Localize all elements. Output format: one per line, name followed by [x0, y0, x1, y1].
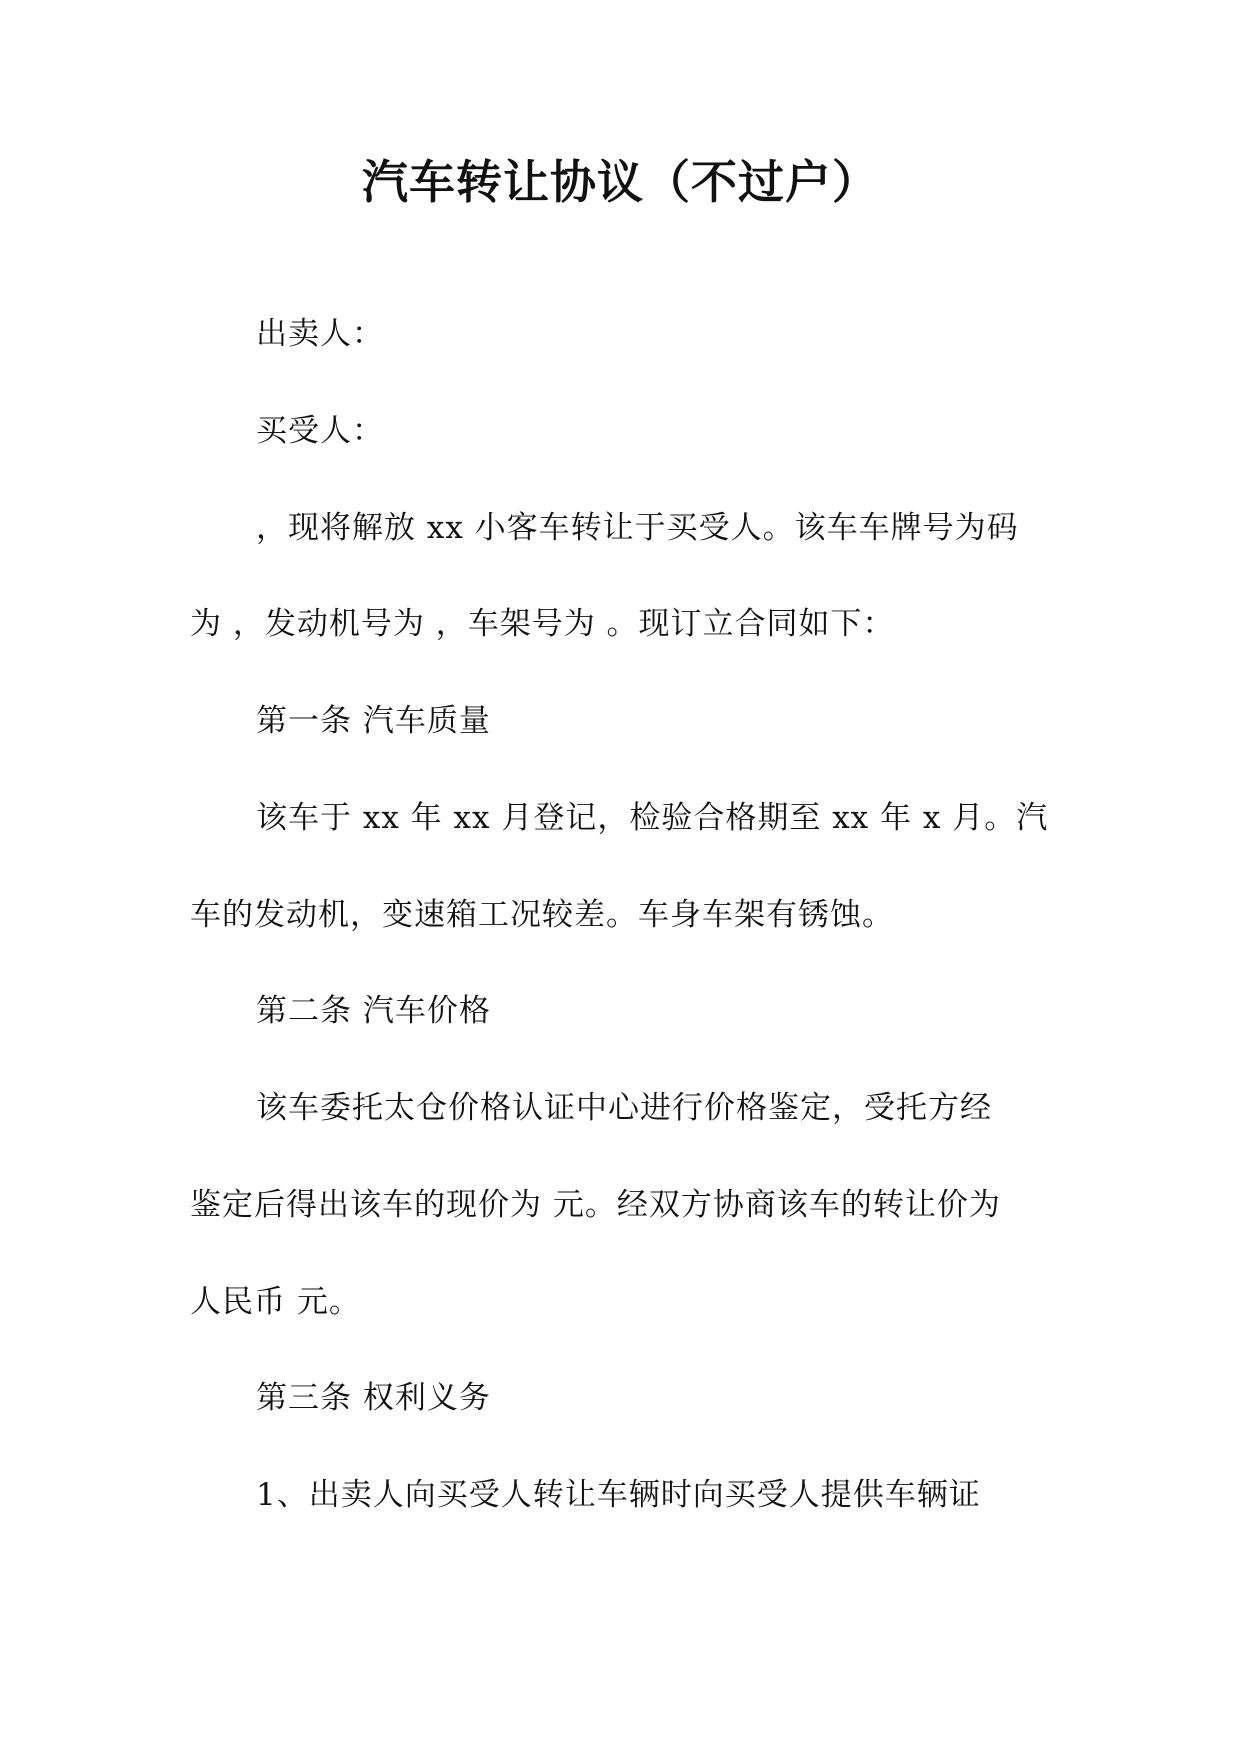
paragraph-line: 1、出卖人向买受人转让车辆时向买受人提供车辆证	[256, 1477, 981, 1513]
article-heading: 第二条 汽车价格	[256, 993, 491, 1029]
paragraph-line: 该车于 xx 年 xx 月登记，检验合格期至 xx 年 x 月。汽	[256, 800, 1049, 836]
article-heading: 第一条 汽车质量	[256, 703, 491, 739]
paragraph-line: 人民币 元。	[190, 1284, 361, 1320]
paragraph-line: ，现将解放 xx 小客车转让于买受人。该车车牌号为码	[256, 510, 1019, 546]
paragraph-line: 车的发动机，变速箱工况较差。车身车架有锈蚀。	[190, 897, 894, 933]
buyer-line: 买受人：	[256, 413, 384, 449]
article-heading: 第三条 权利义务	[256, 1380, 491, 1416]
document-title: 汽车转让协议（不过户）	[362, 155, 879, 209]
seller-line: 出卖人：	[256, 316, 384, 352]
paragraph-line: 该车委托太仓价格认证中心进行价格鉴定，受托方经	[256, 1090, 992, 1126]
paragraph-line: 为 ，发动机号为 ，车架号为 。现订立合同如下：	[190, 606, 895, 642]
paragraph-line: 鉴定后得出该车的现价为 元。经双方协商该车的转让价为	[190, 1187, 1001, 1223]
